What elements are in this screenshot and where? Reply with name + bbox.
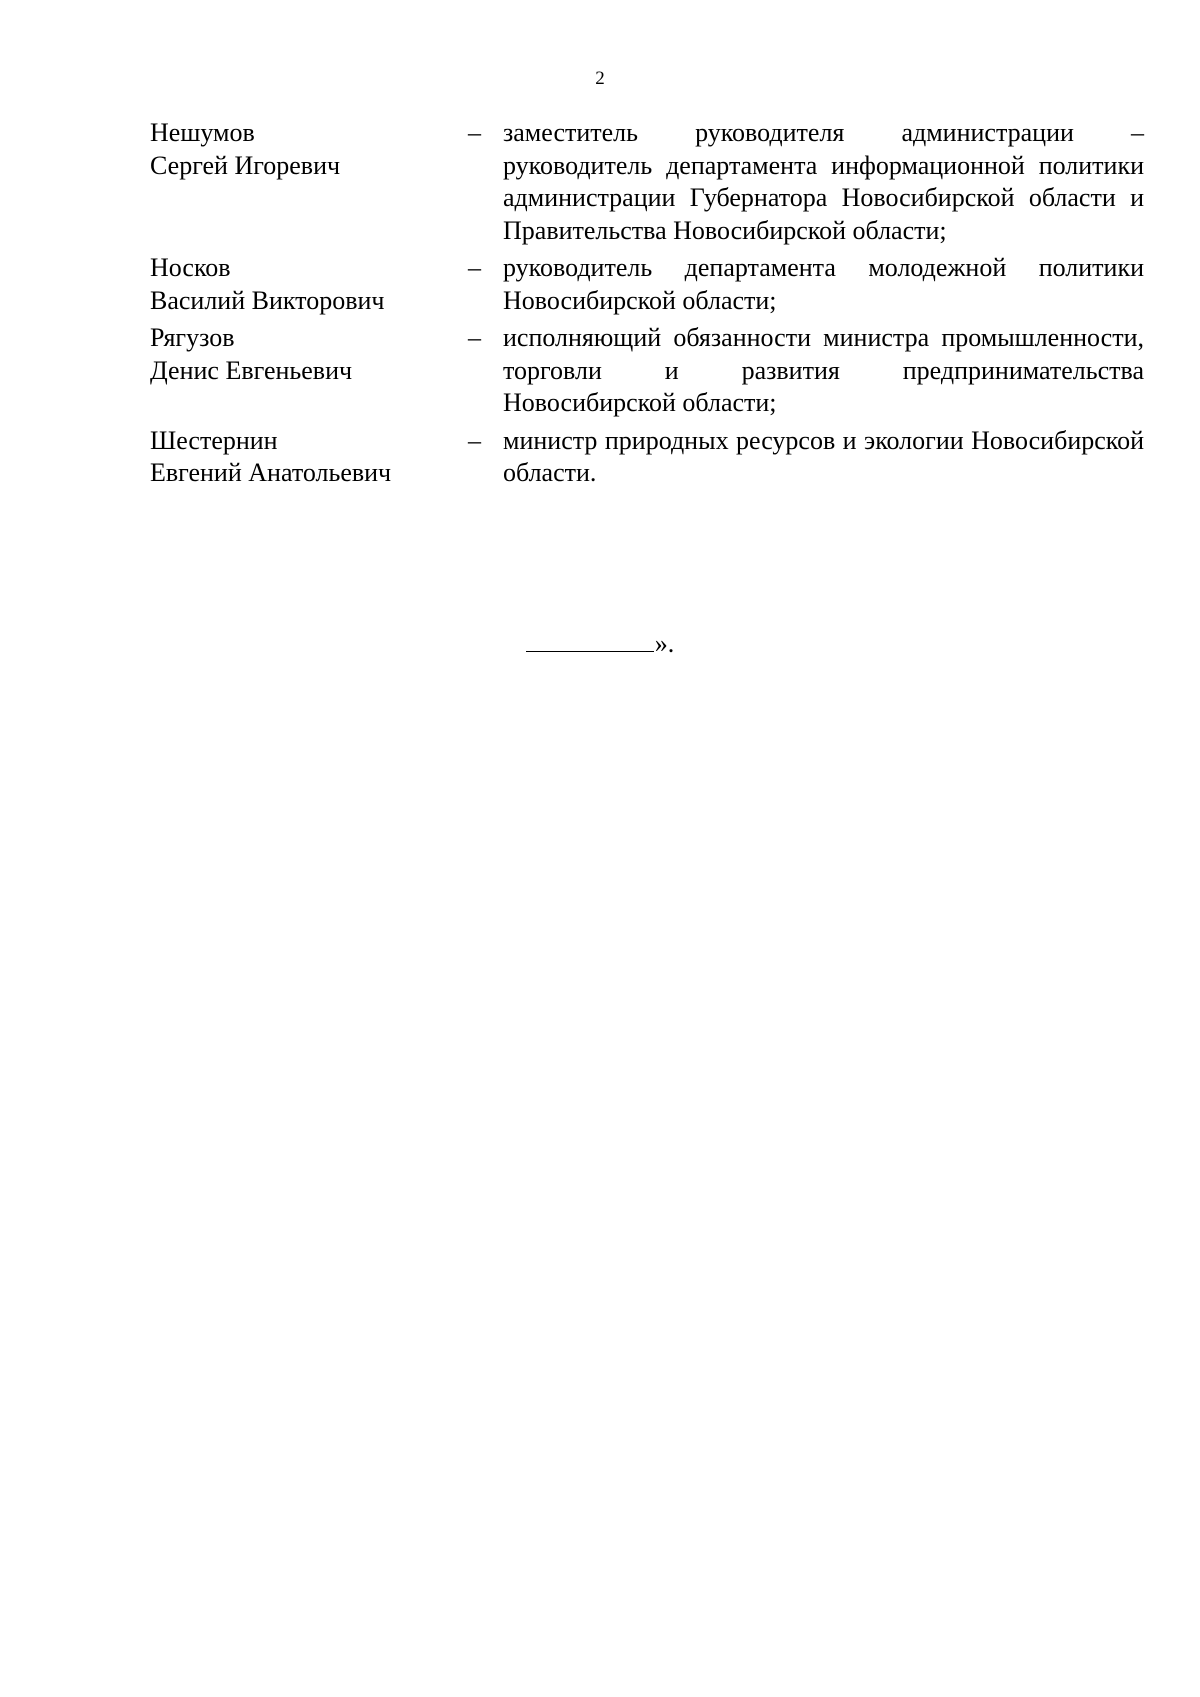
member-surname: Шестернин (150, 425, 278, 455)
member-surname: Рягузов (150, 323, 235, 352)
member-dash: – (468, 253, 481, 282)
closing-underline (526, 629, 654, 652)
member-given-names: Евгений Анатольевич (150, 458, 392, 487)
member-description: министр природных ресурсов и экологии Новосибирской области. (503, 425, 1144, 487)
closing-quote: ». (654, 629, 675, 658)
member-row (150, 117, 1144, 247)
closing-mark (0, 628, 1200, 660)
member-given-names: Сергей Игоревич (150, 150, 341, 180)
members-list (150, 117, 1144, 495)
member-description: заместитель руководителя администрации – руководитель департамента информационной политики администрации Губернатора Новосибирской области и Правительства Новосибирской области; (503, 118, 1144, 245)
member-name (150, 425, 468, 490)
member-row (150, 425, 1144, 490)
member-surname: Носков (150, 253, 231, 282)
member-description: руководитель департамента молодежной политики Новосибирской области; (503, 253, 1144, 315)
member-dash: – (468, 323, 481, 352)
member-description: исполняющий обязанности министра промышленности, торговли и развития предпринимательства Новосибирской области; (503, 323, 1144, 417)
member-dash: – (468, 118, 481, 147)
member-name (150, 322, 468, 387)
member-name (150, 117, 468, 182)
member-row (150, 322, 1144, 420)
page-number: 2 (595, 68, 605, 89)
member-surname: Нешумов (150, 118, 255, 147)
member-row (150, 252, 1144, 317)
member-dash: – (468, 425, 481, 455)
member-given-names: Василий Викторович (150, 285, 385, 315)
member-given-names: Денис Евгеньевич (150, 355, 353, 385)
member-name (150, 252, 468, 317)
